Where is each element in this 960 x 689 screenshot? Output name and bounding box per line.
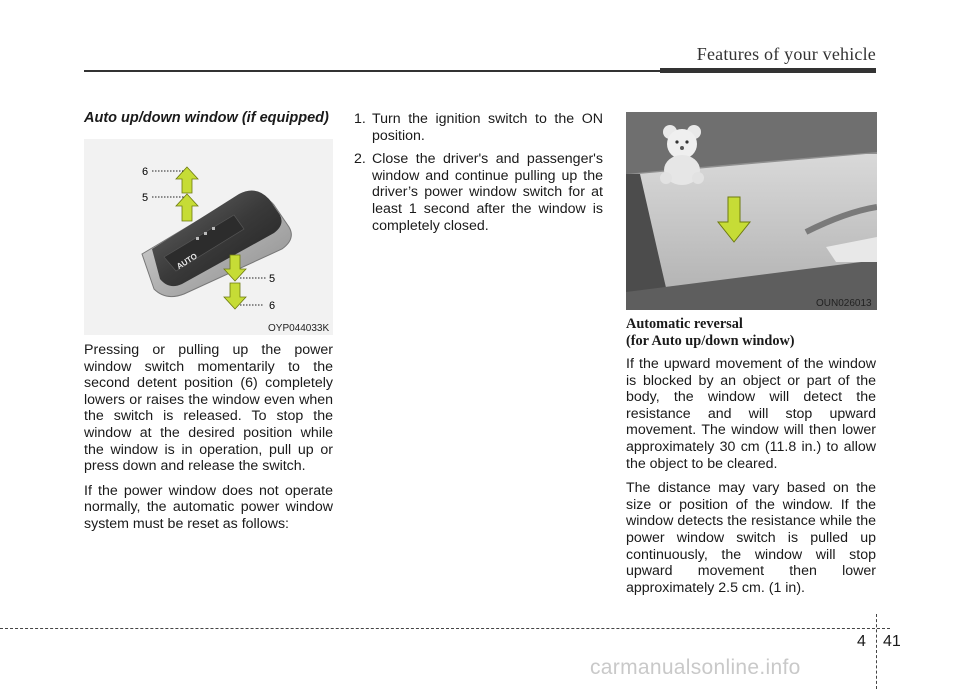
- step-text: Turn the ignition switch to the ON position.: [372, 111, 603, 144]
- figure-caption: OUN026013: [816, 298, 872, 309]
- subsection-heading-line: Automatic reversal: [626, 316, 743, 332]
- step-item: [354, 151, 603, 234]
- up-arrow-icon: [176, 167, 198, 221]
- footer-rule: [0, 628, 890, 629]
- step-text: Close the driver's and passenger's window and continue pulling up the driver’s power window switch for at least 1 second after the window is completely closed.: [372, 151, 603, 234]
- label-up-6: 6: [142, 166, 149, 178]
- label-down-6: 6: [269, 300, 276, 312]
- subsection-heading-line: (for Auto up/down window): [626, 333, 795, 349]
- step-number: 1.: [354, 111, 366, 127]
- column-3-text: [626, 316, 876, 604]
- page-number: 41: [883, 633, 901, 650]
- window-switch-figure: [84, 139, 333, 335]
- column-2-steps: [354, 111, 603, 241]
- step-item: [354, 111, 603, 144]
- figure-caption: OYP044033K: [268, 323, 330, 334]
- column-1-text: [84, 342, 333, 541]
- car-window-illustration: [626, 112, 877, 310]
- paragraph: If the power window does not operate normally, the automatic power window system must be reset as follows:: [84, 482, 333, 532]
- label-up-5: 5: [142, 192, 149, 204]
- section-title: Auto up/down window (if equipped): [84, 110, 329, 126]
- footer-divider: [876, 614, 877, 689]
- running-header-title: Features of your vehicle: [696, 44, 876, 64]
- window-reversal-photo: [626, 112, 877, 310]
- chapter-number: 4: [857, 633, 866, 650]
- step-number: 2.: [354, 151, 366, 168]
- window-switch-illustration: [84, 139, 333, 335]
- paragraph: The distance may vary based on the size or position of the window. If the window detects the resistance while the power window switch is pulled up continuously, the window will stop upward movement then lower approximately 2.5 cm. (1 in).: [626, 480, 876, 596]
- auto-label: AUTO: [174, 251, 199, 272]
- watermark-text: carmanualsonline.info: [590, 656, 801, 679]
- paragraph: Pressing or pulling up the power window switch momentarily to the second detent position (6) completely lowers or raises the window even when the switch is released. To stop the window at the desired position while the window is in operation, pull up or press down and release the switch.: [84, 342, 333, 475]
- paragraph: If the upward movement of the window is blocked by an object or part of the body, the window will detect the resistance and will stop upward movement. The window will then lower approximately 30 cm (11.8 in.) to allow the object to be cleared.: [626, 356, 876, 472]
- label-down-5: 5: [269, 273, 276, 285]
- header-rule-accent: [660, 68, 876, 73]
- subsection-heading: [626, 316, 876, 350]
